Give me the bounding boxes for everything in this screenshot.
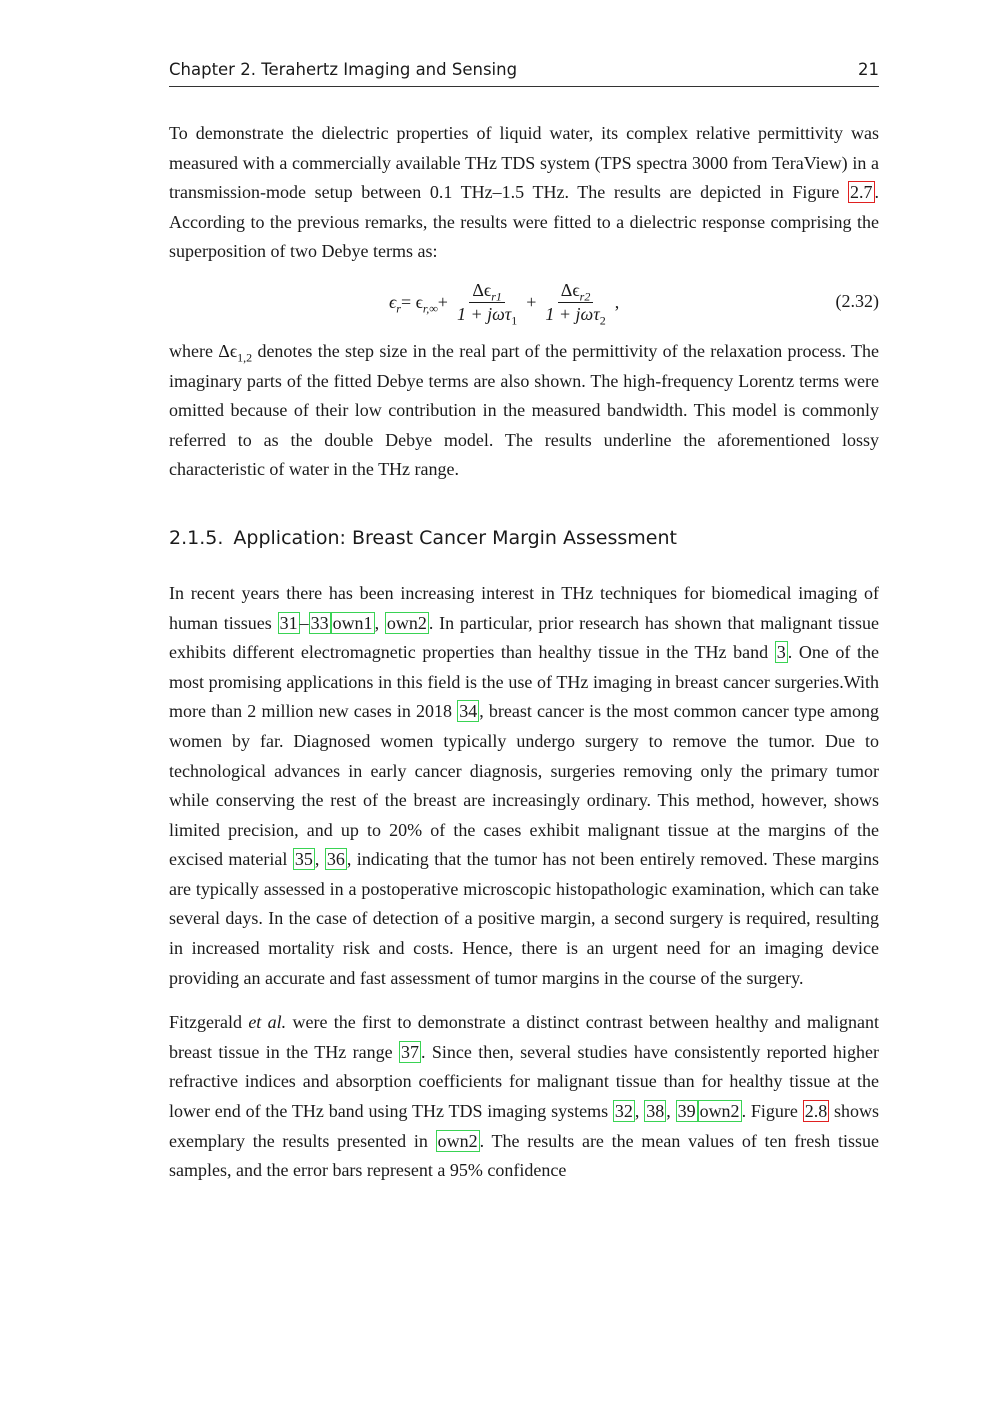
citation-link[interactable]: own1 xyxy=(332,612,373,633)
text: To demonstrate the dielectric properties of liquid water, its complex relative permittivity was measured with a commercially available THz TDS system (TPS spectra 3000 from TeraView) in a transmission-mode setup between 0.1 THz–1.5 THz. The results are depicted in Figure xyxy=(169,123,879,203)
eq-equals: = $\epsilon_{r,\infty}$ xyxy=(400,292,438,317)
eq-plus: + xyxy=(526,292,537,313)
chapter-title: Chapter 2. Terahertz Imaging and Sensing xyxy=(169,60,518,79)
page xyxy=(169,60,879,1186)
paragraph-breast-cancer: In recent years there has been increasing interest in THz techniques for biomedical imaging of human tissues 31 – 33 own1 , own2 . In particular, prior research has shown that malignant tissue exhibits different electromagnetic properties than healthy tissue in the THz band 3 . One of the most promising applications in this field is the use of THz imaging in breast cancer surgeries.With more than 2 million new cases in 2018 34 , breast cancer is the most common cancer type among women by far. Diagnosed women typically undergo surgery to remove the tumor. Due to technological advances in early cancer diagnosis, surgeries removing only the primary tumor while conserving the rest of the breast are increasingly ordinary. This method, however, shows limited precision, and up to 20% of the cases exhibit malignant tissue at the margins of the excised material 35 , 36 , indicating that the tumor has not been entirely removed. These margins are typically assessed in a postoperative microscopic histopathologic examination, which can take several days. In the case of detection of a positive margin, a second surgery is required, resulting in increased mortality risk and costs. Hence, there is an urgent need for an imaging device providing an accurate and fast assessment of tumor margins in the course of the surgery. xyxy=(169,582,879,988)
citation-link[interactable]: 32 xyxy=(614,1101,633,1122)
equation-body xyxy=(389,275,619,331)
citation-link[interactable]: own2 xyxy=(437,1130,478,1151)
figure-link-2-7[interactable]: 2.7 xyxy=(850,182,873,203)
paragraph-water-permittivity xyxy=(169,119,879,267)
citation-link[interactable]: 37 xyxy=(400,1041,419,1062)
equation-number: (2.32) xyxy=(835,290,879,311)
paragraph-fitzgerald: Fitzgerald et al. were the first to demonstrate a distinct contrast between healthy and malignant breast tissue in the THz range 37 . Since then, several studies have consistently reported higher refractive indices and absorption coefficients for malignant tissue than for healthy tissue at the lower end of the THz band using THz TDS imaging systems 32 , 38 , 39 own2 . Figure 2.8 shows exemplary the results presented in own2 . The results are the mean values of ten fresh tissue samples, and the error bars represent a 95% confidence xyxy=(169,1012,880,1181)
citation-link[interactable]: 38 xyxy=(646,1101,665,1122)
eq-plus: + xyxy=(437,292,448,313)
citation-link[interactable]: 31 xyxy=(279,612,298,633)
citation-link[interactable]: 34 xyxy=(459,701,478,722)
eq-lhs: $\epsilon_r$ xyxy=(389,292,401,317)
et-al: et al. xyxy=(248,1012,287,1033)
equation-2-32 xyxy=(169,271,879,337)
citation-link[interactable]: 33 xyxy=(310,612,329,633)
running-header xyxy=(169,60,879,87)
citation-link[interactable]: 35 xyxy=(294,849,313,870)
eq-comma: , xyxy=(614,292,620,313)
fraction-term-2: $\frac{\Delta\epsilon_{r2}}{1 + j\omega\tau_2}$ xyxy=(545,280,606,329)
citation-link[interactable]: own2 xyxy=(386,612,427,633)
section-heading xyxy=(169,527,879,549)
section-title: Application: Breast Cancer Margin Assessment xyxy=(233,526,677,549)
paragraph-double-debye: where $\Delta\epsilon_{1,2}$ denotes the step size in the real part of the permittivity of the relaxation process. The imaginary parts of the fitted Debye terms are also shown. The high-frequency Lorentz terms were omitted because of their low contribution in the measured bandwidth. This model is commonly referred to as the double Debye model. The results underline the aforementioned lossy characteristic of water in the THz range. xyxy=(169,340,879,480)
citation-link[interactable]: 39 xyxy=(677,1101,696,1122)
page-number: 21 xyxy=(858,60,879,79)
citation-link[interactable]: 36 xyxy=(326,849,345,870)
text: . According to the previous remarks, the results were fitted to a dielectric response comprising the superposition of two Debye terms as: xyxy=(169,182,879,262)
figure-link-2-8[interactable]: 2.8 xyxy=(804,1101,828,1122)
fraction-term-1: $\frac{\Delta\epsilon_{r1}}{1 + j\omega\tau_1}$ xyxy=(456,280,518,329)
citation-link[interactable]: 3 xyxy=(776,642,786,663)
section-number: 2.1.5. xyxy=(169,526,224,549)
citation-link[interactable]: own2 xyxy=(699,1101,740,1122)
